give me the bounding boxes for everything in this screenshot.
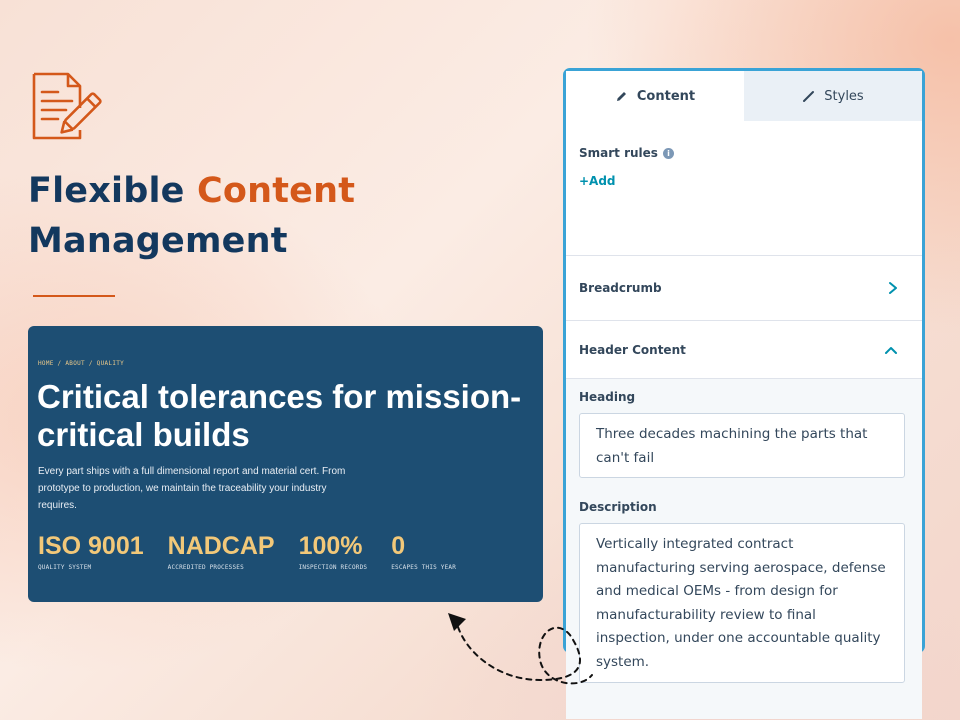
info-icon[interactable]: i — [663, 148, 674, 159]
document-edit-icon — [28, 70, 100, 142]
preview-stat-value: ISO 9001 — [38, 532, 144, 560]
dashed-arrow-icon — [440, 605, 610, 705]
page-preview-card — [28, 326, 543, 602]
heading-field-label: Heading — [579, 390, 636, 404]
preview-stat-label: QUALITY SYSTEM — [38, 564, 92, 571]
hero-title-part1: Flexible — [28, 171, 197, 211]
tab-styles[interactable] — [744, 71, 922, 121]
preview-title: Critical tolerances for mission-critical builds — [37, 378, 522, 453]
preview-stat — [168, 532, 275, 571]
preview-stat — [299, 532, 368, 571]
preview-stat — [38, 532, 144, 571]
tab-content-label: Content — [636, 88, 696, 104]
smart-rules-section — [566, 121, 922, 256]
description-field-label: Description — [579, 500, 657, 514]
preview-description: Every part ships with a full dimensional report and material cert. From prototype to production, we maintain the traceability your industry requires. — [38, 466, 346, 511]
preview-stat-label: ACCREDITED PROCESSES — [167, 564, 244, 571]
section-header-content[interactable] — [566, 321, 922, 379]
editor-tabs — [566, 71, 922, 121]
hero-underline-divider — [33, 295, 115, 297]
preview-stats — [38, 532, 480, 571]
smart-rules-text: Smart rules — [579, 146, 658, 160]
smart-rules-label — [579, 146, 674, 160]
pencil-icon — [615, 90, 628, 103]
preview-stat-label: INSPECTION RECORDS — [298, 564, 368, 571]
brush-icon — [802, 90, 815, 103]
heading-input[interactable]: Three decades machining the parts that can't fail — [579, 413, 905, 478]
section-breadcrumb-label: Breadcrumb — [579, 281, 662, 295]
preview-stat-value: NADCAP — [167, 532, 275, 560]
chevron-up-icon — [884, 345, 898, 355]
hero-title — [28, 166, 355, 266]
content-editor-panel — [563, 68, 925, 670]
tab-content[interactable] — [566, 71, 744, 121]
add-smart-rule-button[interactable]: +Add — [579, 174, 616, 188]
section-breadcrumb[interactable] — [566, 256, 922, 321]
chevron-right-icon — [888, 281, 898, 295]
preview-stat — [391, 532, 456, 571]
preview-stat-label: ESCAPES THIS YEAR — [391, 564, 457, 571]
preview-stat-value: 100% — [298, 532, 363, 560]
preview-breadcrumb: HOME / ABOUT / QUALITY — [38, 360, 125, 367]
tab-styles-label: Styles — [824, 88, 864, 104]
preview-stat-value: 0 — [391, 532, 406, 560]
hero-title-accent: Content — [197, 171, 356, 211]
section-header-content-label: Header Content — [579, 342, 686, 357]
hero-title-part2: Management — [28, 221, 288, 261]
header-content-fields — [566, 379, 922, 719]
description-textarea[interactable]: Vertically integrated contract manufacturing serving aerospace, defense and medical OEMs - from design for manufacturability review to final inspection, under one accountable quality system. — [579, 523, 905, 683]
